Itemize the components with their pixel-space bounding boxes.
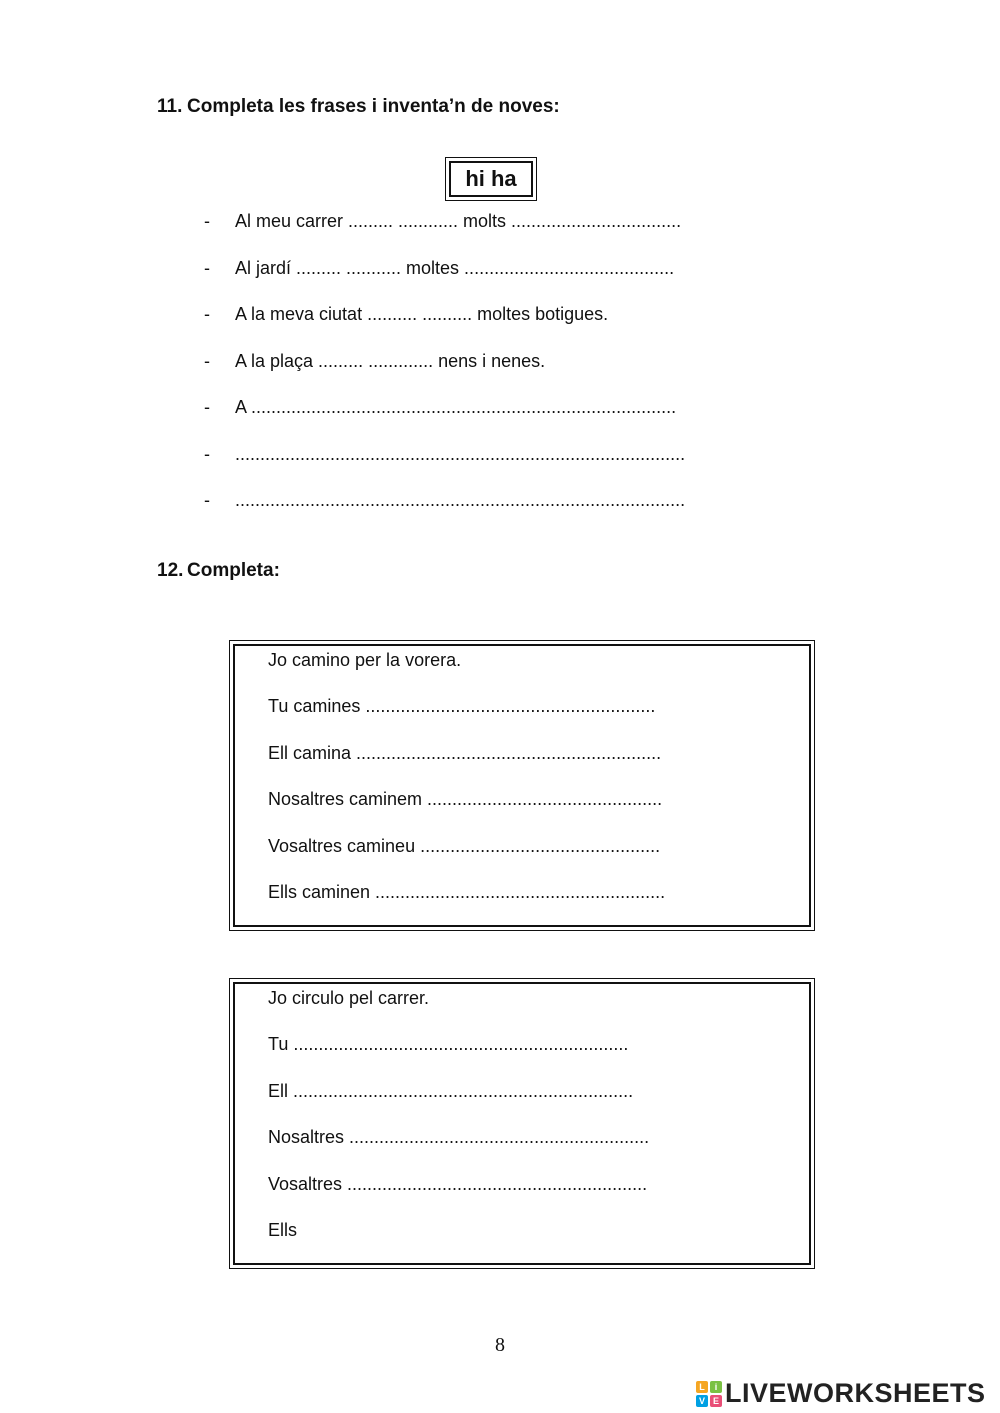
box2-line-ell[interactable]: Ell .................................................................... xyxy=(268,1081,634,1101)
brand-text: LIVEWORKSHEETS xyxy=(725,1378,986,1408)
box1-line-ell[interactable]: Ell camina ............................................................. xyxy=(268,743,662,763)
sentence-text: .......................................................................................... xyxy=(235,490,686,510)
logo-tile: V xyxy=(696,1395,708,1407)
sentence-text: Al meu carrer ......... ............ molts .................................. xyxy=(235,211,682,231)
box2-line-nosaltres[interactable]: Nosaltres ............................................................ xyxy=(268,1127,650,1147)
exercise-11-title: Completa les frases i inventa’n de noves: xyxy=(187,96,560,117)
bullet-dash: - xyxy=(204,258,210,278)
keyword-label: hi ha xyxy=(449,161,533,197)
sentence-text: A la plaça ......... ............. nens i nenes. xyxy=(235,351,546,371)
sentence-text: Al jardí ......... ........... moltes .......................................... xyxy=(235,258,675,278)
liveworksheets-brand[interactable] xyxy=(696,1378,986,1409)
sentence-3[interactable] xyxy=(204,304,608,325)
box2-line-ells[interactable]: Ells xyxy=(268,1220,298,1240)
box2-line-jo: Jo circulo pel carrer. xyxy=(268,988,430,1008)
sentence-6[interactable] xyxy=(204,444,685,465)
box1-line-vosaltres[interactable]: Vosaltres camineu ................................................ xyxy=(268,836,661,856)
sentence-4[interactable] xyxy=(204,351,545,372)
logo-tile: i xyxy=(710,1381,722,1393)
box1-line-tu[interactable]: Tu camines .......................................................... xyxy=(268,696,656,716)
box1-line-ells[interactable]: Ells caminen .......................................................... xyxy=(268,882,666,902)
bullet-dash: - xyxy=(204,490,210,510)
sentence-text: A ..................................................................................... xyxy=(235,397,677,417)
exercise-11-heading xyxy=(157,96,560,118)
bullet-dash: - xyxy=(204,351,210,371)
exercise-11-number: 11. xyxy=(157,96,183,117)
sentence-7[interactable] xyxy=(204,490,685,511)
conjugation-box-inner xyxy=(233,982,811,1265)
exercise-12-title: Completa: xyxy=(187,560,280,581)
box2-line-tu[interactable]: Tu ................................................................... xyxy=(268,1034,629,1054)
exercise-12-heading xyxy=(157,560,280,582)
page-number: 8 xyxy=(495,1334,505,1356)
sentence-text: A la meva ciutat .......... .......... moltes botigues. xyxy=(235,304,609,324)
conjugation-box-circular xyxy=(229,978,815,1269)
sentence-2[interactable] xyxy=(204,258,674,279)
box2-line-vosaltres[interactable]: Vosaltres ............................................................ xyxy=(268,1174,648,1194)
exercise-12-number: 12. xyxy=(157,560,184,581)
sentence-5[interactable] xyxy=(204,397,676,418)
liveworksheets-logo-icon xyxy=(696,1381,722,1407)
sentence-text: .......................................................................................... xyxy=(235,444,686,464)
box1-line-nosaltres[interactable]: Nosaltres caminem ............................................... xyxy=(268,789,663,809)
sentence-1[interactable] xyxy=(204,211,681,232)
keyword-box xyxy=(445,157,537,201)
bullet-dash: - xyxy=(204,304,210,324)
box1-line-jo: Jo camino per la vorera. xyxy=(268,650,462,670)
bullet-dash: - xyxy=(204,211,210,231)
logo-tile: L xyxy=(696,1381,708,1393)
bullet-dash: - xyxy=(204,444,210,464)
bullet-dash: - xyxy=(204,397,210,417)
logo-tile: E xyxy=(710,1395,722,1407)
